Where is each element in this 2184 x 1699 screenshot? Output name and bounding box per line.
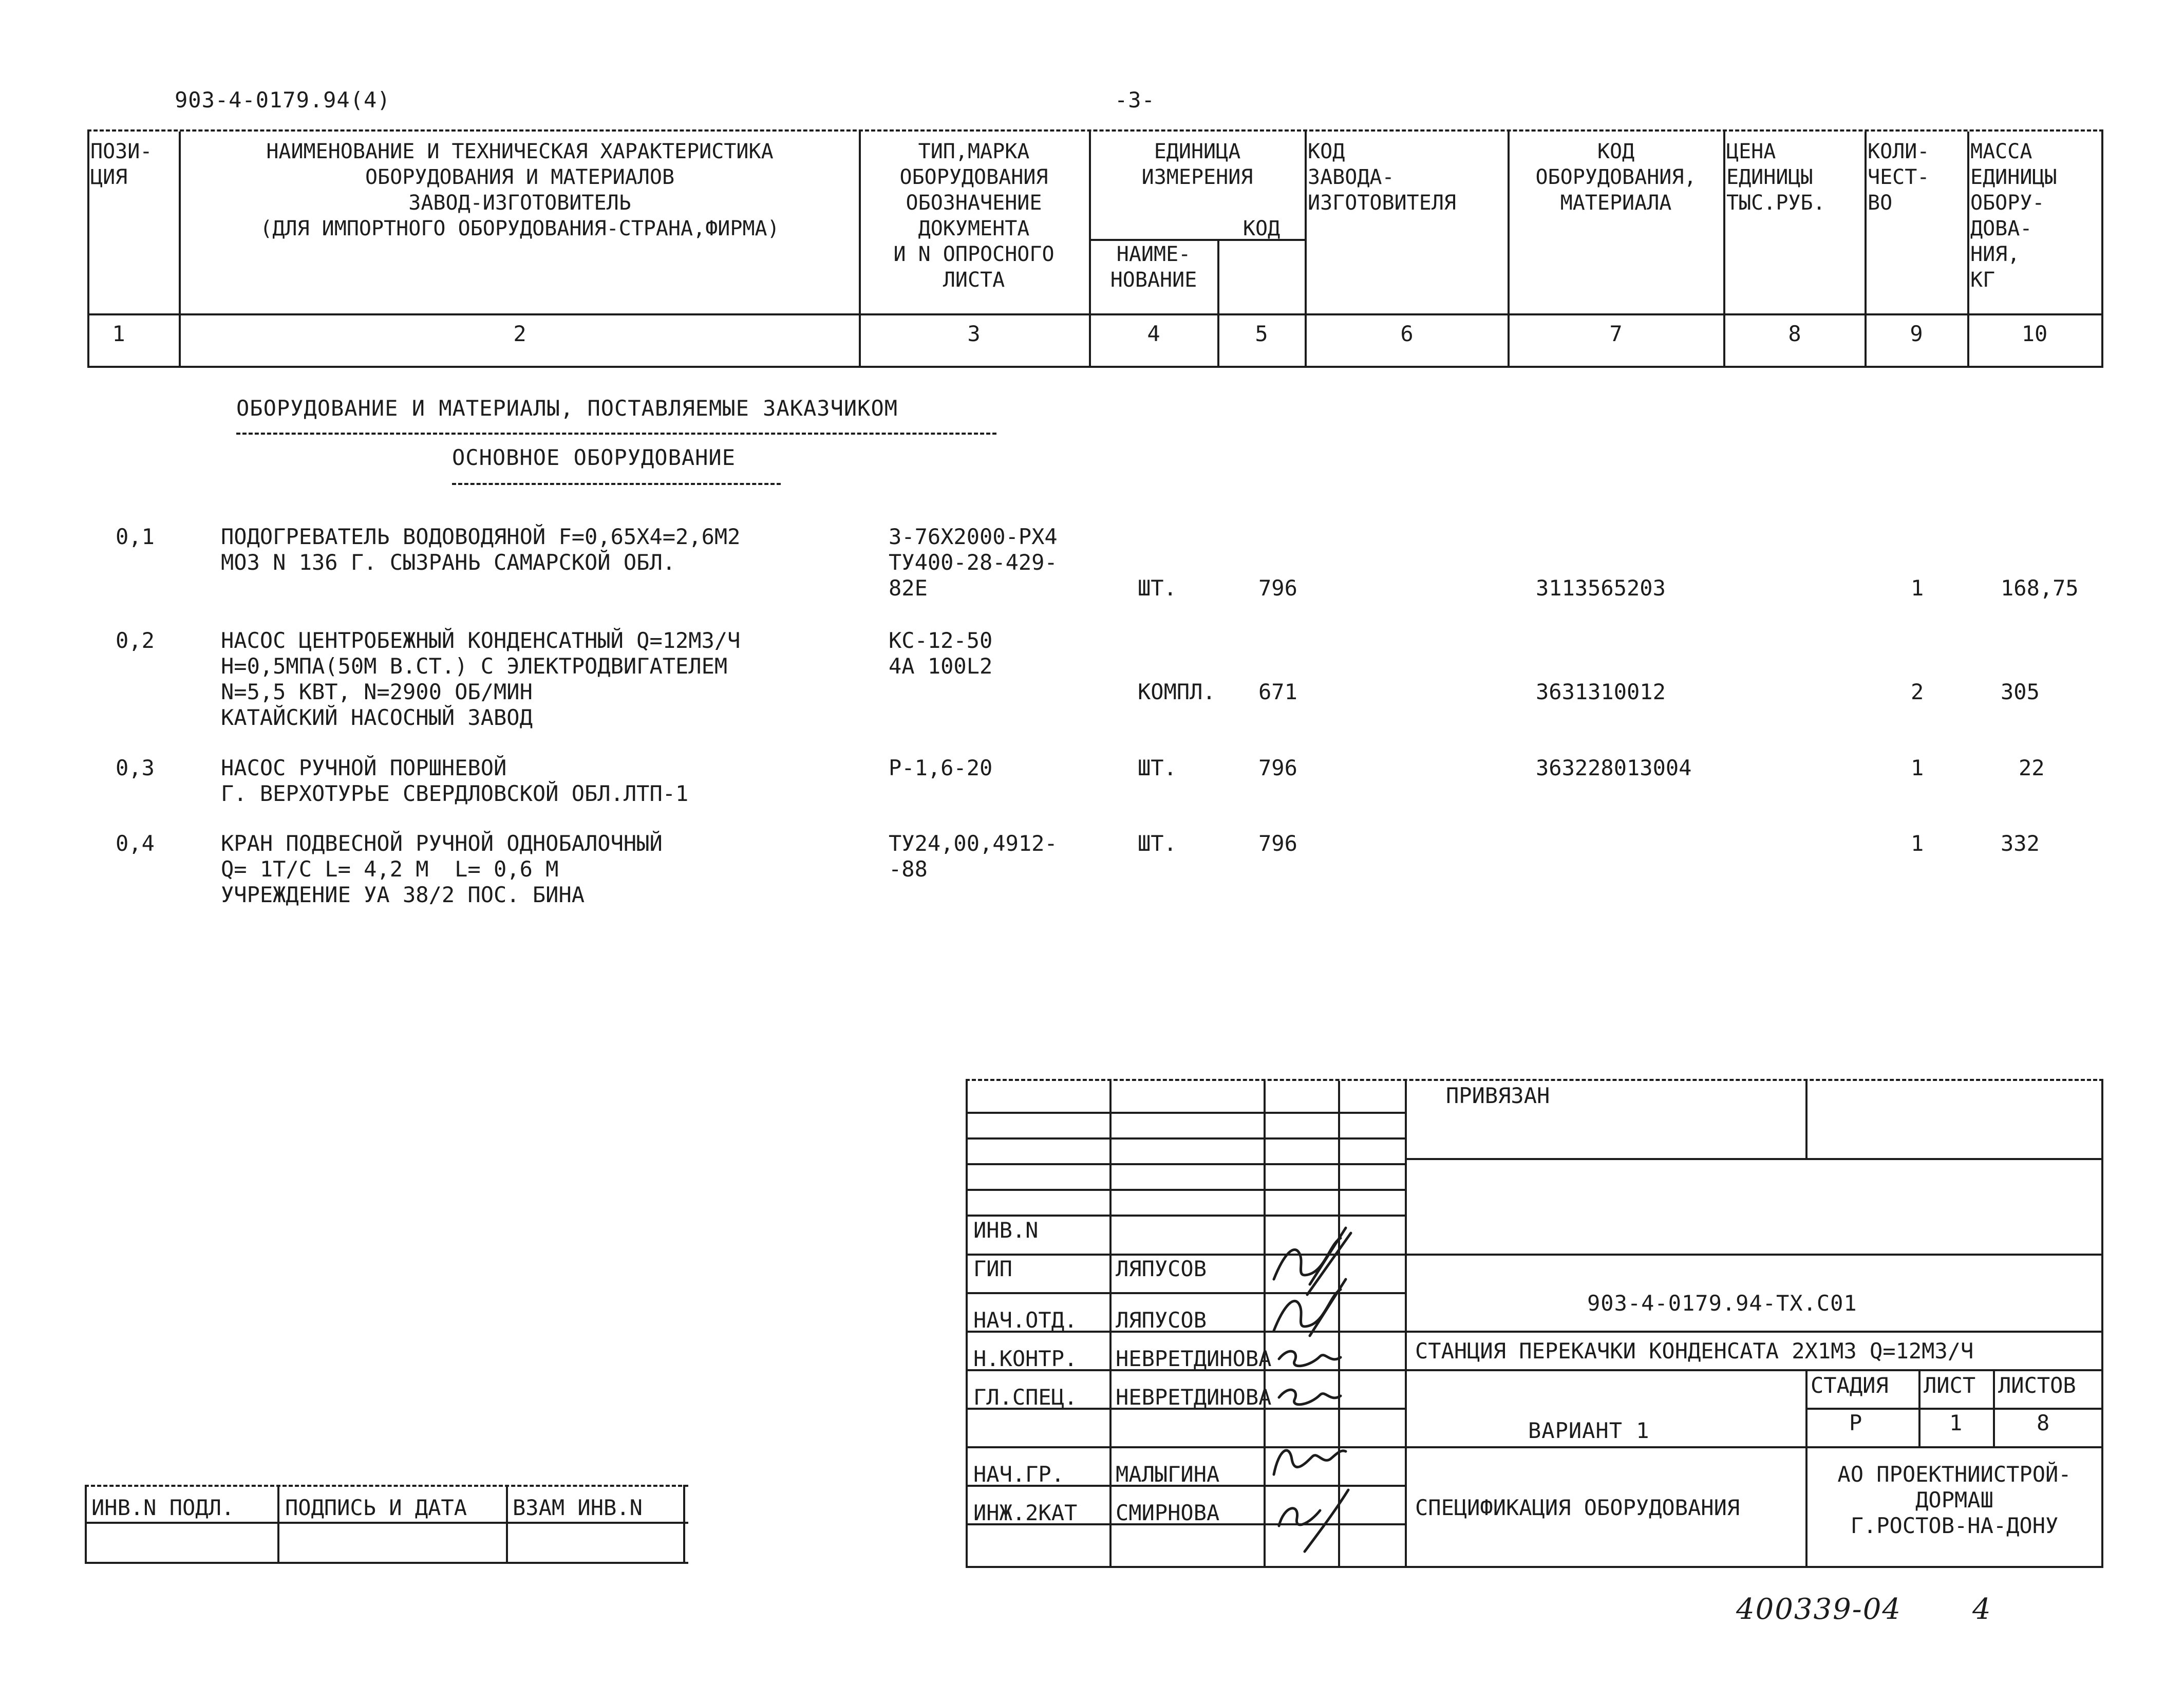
stamp-signature-date-label: ПОДПИСЬ И ДАТА <box>285 1495 467 1520</box>
bound-label: ПРИВЯЗАН <box>1446 1083 1550 1108</box>
doc-code: 903-4-0179.94(4) <box>175 87 391 113</box>
row-position: 0,4 <box>116 831 155 856</box>
signature-inzh <box>1279 1490 1348 1552</box>
row-type: ТУ24,00,4912- -88 <box>889 831 1058 882</box>
col-num-8: 8 <box>1788 321 1801 346</box>
col-position-title: ПОЗИ- ЦИЯ <box>90 140 153 189</box>
person-name: НЕВРЕТДИНОВА <box>1116 1346 1272 1371</box>
section-title-main-equipment: ОСНОВНОЕ ОБОРУДОВАНИЕ <box>452 445 736 470</box>
row-type: КС-12-50 4А 100L2 <box>889 628 993 679</box>
row-type: 3-76X2000-PX4 ТУ400-28-429- 82Е <box>889 524 1058 601</box>
row-name: НАСОС ЦЕНТРОБЕЖНЫЙ КОНДЕНСАТНЫЙ Q=12M3/Ч H=0,5МПА(50М В.СТ.) С ЭЛЕКТРОДВИГАТЕЛЕМ N=5,5 КВТ, N=2900 ОБ/МИН КАТАЙСКИЙ НАСОСНЫЙ ЗАВОД <box>221 628 741 730</box>
row-name: НАСОС РУЧНОЙ ПОРШНЕВОЙ Г. ВЕРХОТУРЬЕ СВЕРДЛОВСКОЙ ОБЛ.ЛТП-1 <box>221 755 689 806</box>
col-mass-title: МАССА ЕДИНИЦЫ ОБОРУ- ДОВА- НИЯ, КГ <box>1970 140 2057 292</box>
col-num-7: 7 <box>1609 321 1623 346</box>
role-label: ИНЖ.2КАТ <box>973 1500 1078 1525</box>
signatures <box>1264 1223 1366 1562</box>
person-name: ЛЯПУСОВ <box>1116 1308 1207 1333</box>
row-unit-code: 796 <box>1258 831 1297 856</box>
col-type-title: ТИП,МАРКА ОБОРУДОВАНИЯ ОБОЗНАЧЕНИЕ ДОКУМЕНТА И N ОПРОСНОГО ЛИСТА <box>893 140 1055 292</box>
inv-label: ИНВ.N <box>973 1218 1039 1243</box>
col-num-3: 3 <box>967 321 981 346</box>
row-position: 0,2 <box>116 628 155 653</box>
row-unit-code: 671 <box>1258 679 1297 704</box>
row-unit: ШТ. <box>1138 755 1177 780</box>
signature-nach-otd <box>1274 1279 1346 1336</box>
row-unit: ШТ. <box>1138 575 1177 601</box>
row-name: ПОДОГРЕВАТЕЛЬ ВОДОВОДЯНОЙ F=0,65X4=2,6M2 МОЗ N 136 Г. СЫЗРАНЬ САМАРСКОЙ ОБЛ. <box>221 524 741 575</box>
row-name: КРАН ПОДВЕСНОЙ РУЧНОЙ ОДНОБАЛОЧНЫЙ Q= 1T/C L= 4,2 M L= 0,6 M УЧРЕЖДЕНИЕ УА 38/2 ПОС. БИНА <box>221 831 663 907</box>
section-title-customer-supplied: ОБОРУДОВАНИЕ И МАТЕРИАЛЫ, ПОСТАВЛЯЕМЫЕ ЗАКАЗЧИКОМ <box>236 396 898 421</box>
document-title: СПЕЦИФИКАЦИЯ ОБОРУДОВАНИЯ <box>1415 1495 1740 1520</box>
document-number: 903-4-0179.94-ТХ.С01 <box>1587 1291 1857 1316</box>
col-unit-name-title: НАИМЕ- НОВАНИЕ <box>1110 242 1197 292</box>
sheet-mark: 4 <box>1972 1593 1991 1626</box>
col-unit-group-title: ЕДИНИЦА ИЗМЕРЕНИЯ <box>1141 140 1253 189</box>
role-label: ГИП <box>973 1256 1012 1281</box>
row-mass: 305 <box>2001 679 2040 704</box>
stamp-replacement-inv-label: ВЗАМ ИНВ.N <box>513 1495 643 1520</box>
row-equipment-code: 3631310012 <box>1536 679 1666 704</box>
sheets-value: 8 <box>2037 1410 2050 1435</box>
row-quantity: 2 <box>1911 679 1924 704</box>
signature-gl-spec <box>1279 1390 1341 1405</box>
row-quantity: 1 <box>1911 831 1924 856</box>
signature-nach-gr <box>1274 1450 1346 1474</box>
row-equipment-code: 363228013004 <box>1536 755 1692 780</box>
row-mass: 22 <box>2019 755 2045 780</box>
project-title: СТАНЦИЯ ПЕРЕКАЧКИ КОНДЕНСАТА 2Х1М3 Q=12М3/Ч <box>1415 1338 1974 1364</box>
row-mass: 168,75 <box>2001 575 2079 601</box>
col-num-2: 2 <box>513 321 526 346</box>
role-label: НАЧ.ОТД. <box>973 1308 1078 1333</box>
row-quantity: 1 <box>1911 575 1924 601</box>
row-quantity: 1 <box>1911 755 1924 780</box>
row-unit: КОМПЛ. <box>1138 679 1216 704</box>
role-label: Н.КОНТР. <box>973 1346 1078 1371</box>
page-number: -3- <box>1115 87 1155 113</box>
person-name: НЕВРЕТДИНОВА <box>1116 1385 1272 1410</box>
stamp-inv-original-label: ИНВ.N ПОДЛ. <box>91 1495 235 1520</box>
organization: АО ПРОЕКТНИИСТРОЙ- ДОРМАШ Г.РОСТОВ-НА-ДОНУ <box>1837 1462 2072 1538</box>
col-name-title: НАИМЕНОВАНИЕ И ТЕХНИЧЕСКАЯ ХАРАКТЕРИСТИКА ОБОРУДОВАНИЯ И МАТЕРИАЛОВ ЗАВОД-ИЗГОТОВИТЕЛЬ (ДЛЯ ИМПОРТНОГО ОБОРУДОВАНИЯ-СТРАНА,ФИРМА) <box>260 140 780 240</box>
sheet-value: 1 <box>1949 1410 1963 1435</box>
col-num-9: 9 <box>1910 321 1923 346</box>
signature-top <box>1307 1233 1351 1295</box>
role-label: НАЧ.ГР. <box>973 1462 1065 1487</box>
person-name: СМИРНОВА <box>1116 1500 1220 1525</box>
variant-label: ВАРИАНТ 1 <box>1528 1418 1650 1443</box>
sheet-label: ЛИСТ <box>1924 1373 1976 1398</box>
row-position: 0,3 <box>116 755 155 780</box>
sheets-label: ЛИСТОВ <box>1998 1373 2076 1398</box>
row-unit: ШТ. <box>1138 831 1177 856</box>
row-unit-code: 796 <box>1258 755 1297 780</box>
col-unit-code-title: КОД <box>1242 217 1281 240</box>
person-name: ЛЯПУСОВ <box>1116 1256 1207 1281</box>
col-num-1: 1 <box>112 321 125 346</box>
col-equipment-code-title: КОД ОБОРУДОВАНИЯ, МАТЕРИАЛА <box>1535 140 1697 215</box>
col-factory-code-title: КОД ЗАВОДА- ИЗГОТОВИТЕЛЯ <box>1308 140 1456 215</box>
col-num-5: 5 <box>1255 321 1268 346</box>
row-type: Р-1,6-20 <box>889 755 993 780</box>
person-name: МАЛЫГИНА <box>1116 1462 1220 1487</box>
role-label: ГЛ.СПЕЦ. <box>973 1385 1078 1410</box>
archive-number: 400339-04 <box>1736 1593 1901 1626</box>
stage-value: Р <box>1849 1410 1862 1435</box>
col-num-6: 6 <box>1400 321 1414 346</box>
col-price-title: ЦЕНА ЕДИНИЦЫ ТЫС.РУБ. <box>1726 140 1825 215</box>
row-unit-code: 796 <box>1258 575 1297 601</box>
col-quantity-title: КОЛИ- ЧЕСТ- ВО <box>1868 140 1930 215</box>
col-num-4: 4 <box>1147 321 1160 346</box>
stage-label: СТАДИЯ <box>1811 1373 1889 1398</box>
row-equipment-code: 3113565203 <box>1536 575 1666 601</box>
col-num-10: 10 <box>2021 321 2048 346</box>
signature-n-kontr <box>1279 1351 1341 1366</box>
row-mass: 332 <box>2001 831 2040 856</box>
row-position: 0,1 <box>116 524 155 549</box>
